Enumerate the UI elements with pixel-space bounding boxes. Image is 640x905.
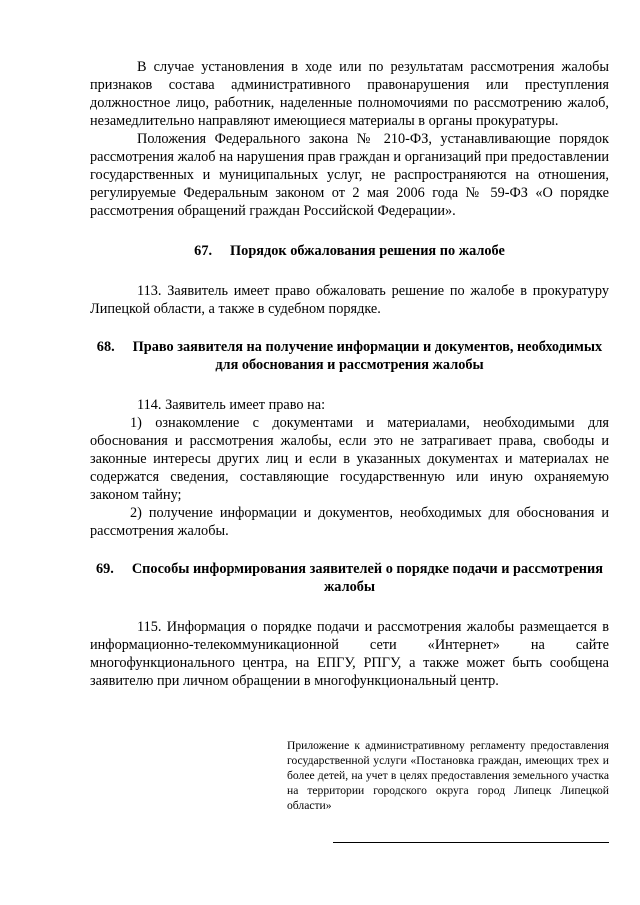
section-67-heading xyxy=(90,242,609,260)
section-69-heading xyxy=(90,560,609,596)
paragraph-114-item-2: 2) получение информации и документов, необходимых для обоснования и рассмотрения жалобы. xyxy=(90,505,609,539)
paragraph-violation-referral: В случае установления в ходе или по результатам рассмотрения жалобы признаков состава административного правонарушения или преступления должностное лицо, работник, наделенные полномочиями по рассмотрению жалоб, незамедлительно направляют имеющиеся материалы в органы прокуратуры. xyxy=(90,59,609,129)
section-69-number: 69. xyxy=(95,561,114,577)
section-68-number: 68. xyxy=(96,339,115,355)
paragraph-115: 115. Информация о порядке подачи и рассмотрения жалобы размещается в информационно-телекоммуникационной сети «Интернет» на сайте многофункционального центра, на ЕПГУ, РПГУ, а также может быть сообщена заявителю при личном обращении в многофункциональный центр. xyxy=(90,619,609,689)
paragraph-114-item-1: 1) ознакомление с документами и материалами, необходимыми для обоснования и рассмотрения жалобы, если это не затрагивает права, свободы и законные интересы других лиц и если в указанных документах и материалах не содержатся сведения, составляющие государственную или иную охраняемую законом тайну; xyxy=(90,415,609,503)
section-67-number: 67. xyxy=(194,243,213,259)
paragraph-law-210-scope: Положения Федерального закона № 210-ФЗ, устанавливающие порядок рассмотрения жалоб на нарушения прав граждан и организаций при предоставлении государственных и муниципальных услуг, не распространяются на отношения, регулируемые Федеральным законом от 2 мая 2006 года № 59-ФЗ «О порядке рассмотрения обращений граждан Российской Федерации». xyxy=(90,131,609,219)
paragraph-114: 114. Заявитель имеет право на: xyxy=(137,397,326,413)
section-69-title: Способы информирования заявителей о порядке подачи и рассмотрения жалобы xyxy=(131,561,604,595)
section-68-heading xyxy=(90,338,609,374)
document-body xyxy=(90,58,609,690)
section-68-title: Право заявителя на получение информации и документов, необходимых для обоснования и рассмотрения жалобы xyxy=(132,339,603,373)
appendix-caption: Приложение к административному регламенту предоставления государственной услуги «Постановка граждан, имеющих трех и более детей, на учет в целях предоставления земельного участка на территории городского округа город Липецк Липецкой области» xyxy=(287,739,609,812)
section-67-title: Порядок обжалования решения по жалобе xyxy=(230,243,505,259)
paragraph-113: 113. Заявитель имеет право обжаловать решение по жалобе в прокуратуру Липецкой области, а также в судебном порядке. xyxy=(90,283,609,317)
divider-line xyxy=(333,842,609,843)
